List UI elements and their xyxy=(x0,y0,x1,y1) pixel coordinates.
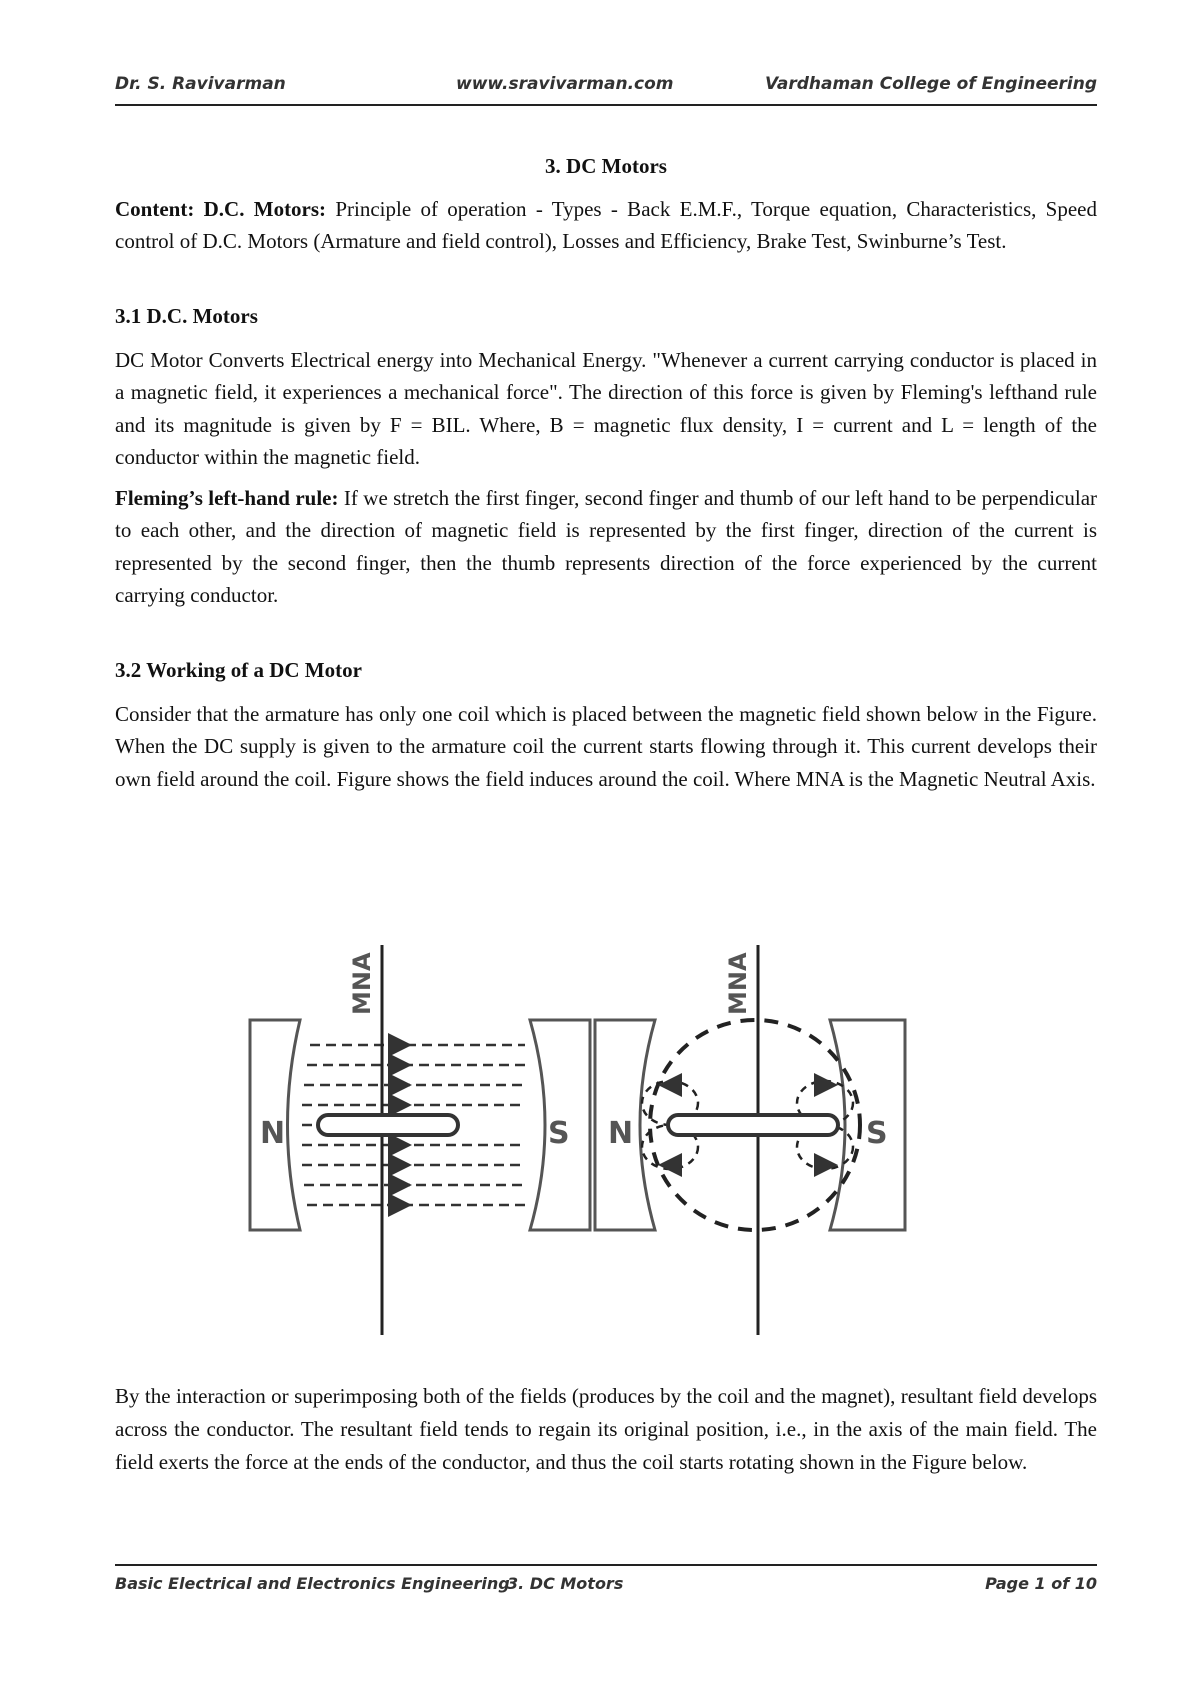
section-3-2-paragraph: Consider that the armature has only one coil which is placed between the magnetic field shown below in the Figure. When the DC supply is given to the armature coil the current starts flowing through it. This current develops their own field around the coil. Figure shows the field induces around the coil. Where MNA is the Magnetic Neutral Axis. xyxy=(115,701,1097,791)
page-header xyxy=(115,72,1097,106)
page-footer xyxy=(115,1564,1097,1600)
dc-motor-field-figure xyxy=(230,935,1000,1355)
content-text: Principle of operation - Types - Back E.M.F., Torque equation, Characteristics, Speed control of D.C. Motors (Armature and field control), Losses and Efficiency, Brake Test, Swinburne’s Test. xyxy=(115,196,1098,253)
section-heading-3-1: 3.1 D.C. Motors xyxy=(115,303,258,328)
flemings-rule-label: Fleming’s left-hand rule: xyxy=(115,485,339,510)
flemings-rule-text: If we stretch the first finger, second finger and thumb of our left hand to be perpendicular to each other, and the direction of magnetic field is represented by the first finger, direction of the current is represented by the second finger, then the thumb represents direction of the force experienced by the current carrying conductor. xyxy=(115,485,1098,607)
section-3-1-paragraph: DC Motor Converts Electrical energy into Mechanical Energy. "Whenever a current carrying conductor is placed in a magnetic field, it experiences a mechanical force". The direction of this force is given by Fleming's lefthand rule and its magnitude is given by F = BIL. Where, B = magnetic flux density, I = current and L = length of the conductor within the magnetic field. xyxy=(115,347,1097,469)
header-author: Dr. S. Ravivarman xyxy=(115,74,286,94)
right-south-label: S xyxy=(866,1116,888,1151)
page-content xyxy=(115,150,1097,795)
footer-chapter: 3. DC Motors xyxy=(507,1574,624,1593)
content-label: Content: xyxy=(115,196,195,221)
right-conductor xyxy=(668,1115,838,1135)
left-mna-label: MNA xyxy=(348,952,376,1015)
right-north-label: N xyxy=(608,1116,634,1151)
content-summary xyxy=(115,193,1097,258)
flemings-rule-paragraph xyxy=(115,482,1097,612)
header-website[interactable]: www.sravivarman.com xyxy=(456,74,674,94)
footer-page-number: Page 1 of 10 xyxy=(985,1574,1097,1593)
lower-content xyxy=(115,1380,1097,1479)
chapter-title: 3. DC Motors xyxy=(545,154,667,178)
section-heading-3-2: 3.2 Working of a DC Motor xyxy=(115,657,362,682)
right-mna-label: MNA xyxy=(724,952,752,1015)
header-institution: Vardhaman College of Engineering xyxy=(765,74,1097,94)
right-field-diagram xyxy=(595,945,905,1335)
content-topic: D.C. Motors: xyxy=(203,196,327,221)
left-north-label: N xyxy=(260,1116,286,1151)
footer-course: Basic Electrical and Electronics Engineering xyxy=(115,1574,510,1593)
left-south-label: S xyxy=(548,1116,570,1151)
left-field-diagram xyxy=(250,945,590,1335)
section-3-2-paragraph-2: By the interaction or superimposing both of the fields (produces by the coil and the magnet), resultant field develops across the conductor. The resultant field tends to regain its original position, i.e., in the axis of the main field. The field exerts the force at the ends of the conductor, and thus the coil starts rotating shown in the Figure below. xyxy=(115,1384,1097,1474)
left-conductor xyxy=(318,1115,458,1135)
